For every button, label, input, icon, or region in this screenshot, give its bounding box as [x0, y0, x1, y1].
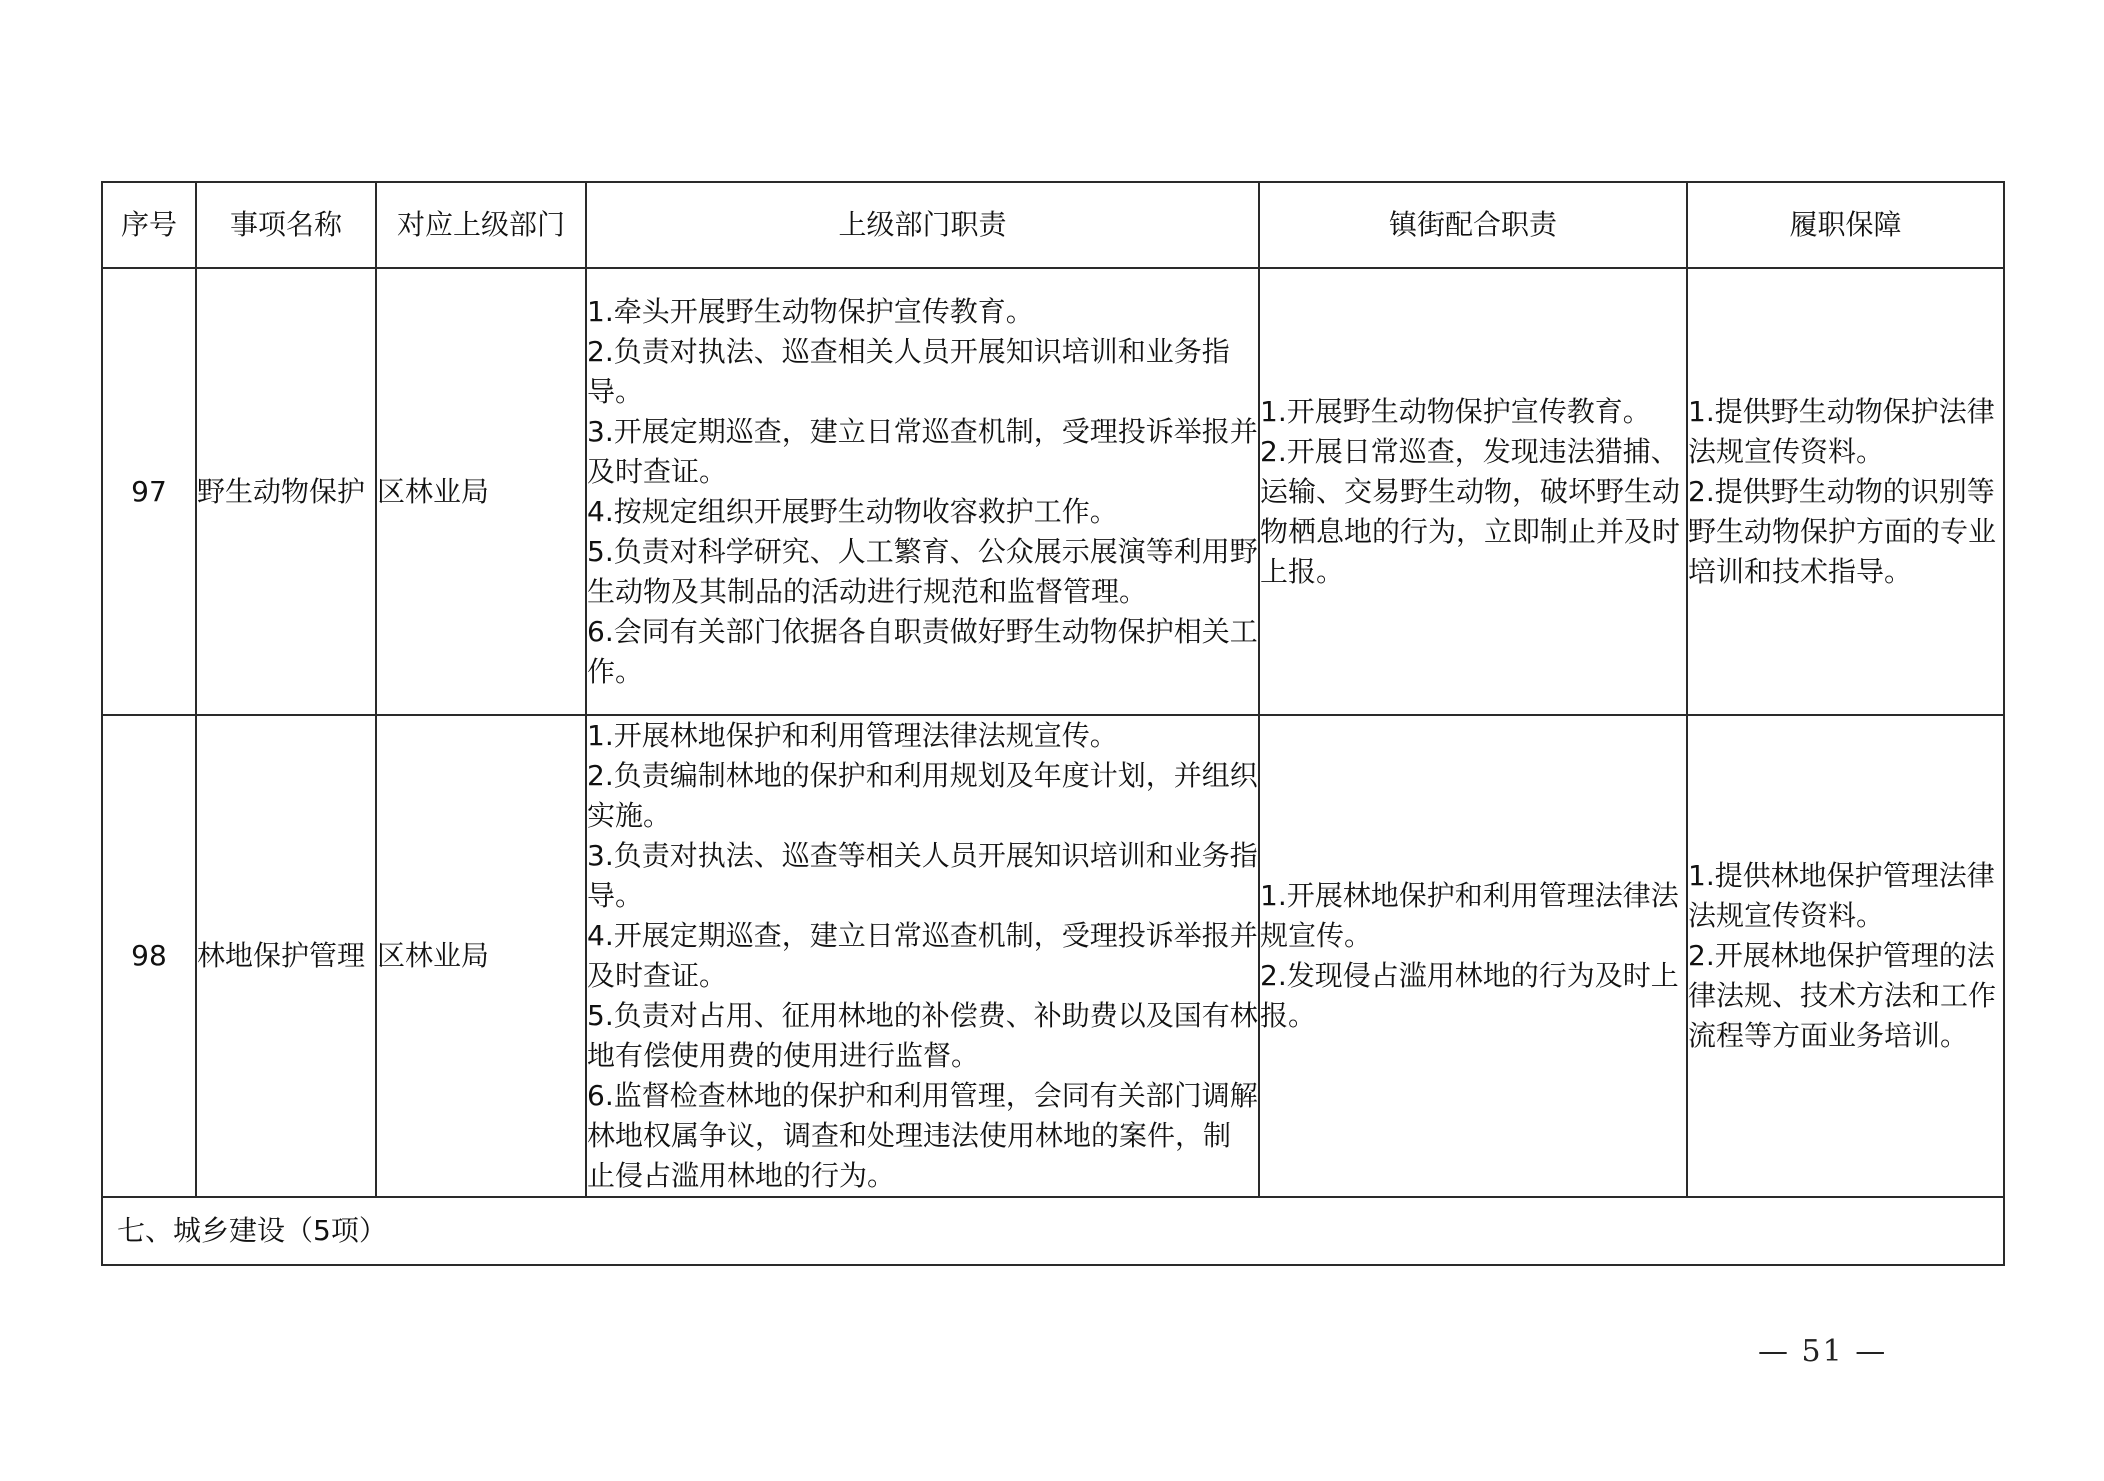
duty-item: 1.牵头开展野生动物保护宣传教育。 [587, 294, 1034, 328]
duty-item: 4.按规定组织开展野生动物收容救护工作。 [587, 494, 1118, 528]
row-number: 97 [102, 268, 196, 715]
duty-item: 6.会同有关部门依据各自职责做好野生动物保护相关工作。 [587, 614, 1258, 688]
row-number: 98 [102, 715, 196, 1197]
duty-item: 1.开展林地保护和利用管理法律法规宣传。 [587, 719, 1118, 752]
header-upper-duties: 上级部门职责 [586, 182, 1259, 268]
duties-table [101, 181, 2005, 1266]
guarantee-cell [1687, 715, 2004, 1197]
duty-item: 2.负责编制林地的保护和利用规划及年度计划，并组织实施。 [587, 759, 1258, 832]
dept-name: 区林业局 [376, 268, 586, 715]
section-row [102, 1197, 2004, 1265]
guarantee-item: 1.提供野生动物保护法律法规宣传资料。 [1688, 394, 1995, 468]
town-duties-cell [1259, 715, 1687, 1197]
dept-name: 区林业局 [376, 715, 586, 1197]
page-number: — 51 — [1758, 1334, 1888, 1369]
table-row [102, 715, 2004, 1197]
guarantee-item: 1.提供林地保护管理法律法规宣传资料。 [1688, 859, 1995, 932]
header-dept: 对应上级部门 [376, 182, 586, 268]
item-name: 林地保护管理 [196, 715, 376, 1197]
header-guarantee: 履职保障 [1687, 182, 2004, 268]
guarantee-cell [1687, 268, 2004, 715]
table-row [102, 268, 2004, 715]
duty-item: 3.负责对执法、巡查等相关人员开展知识培训和业务指导。 [587, 839, 1258, 912]
header-town-duties: 镇街配合职责 [1259, 182, 1687, 268]
section-title: 七、城乡建设（5项） [102, 1197, 2004, 1265]
guarantee-item: 2.提供野生动物的识别等野生动物保护方面的专业培训和技术指导。 [1688, 474, 1997, 588]
table-header-row [102, 182, 2004, 268]
upper-duties-cell [586, 268, 1259, 715]
duty-item: 6.监督检查林地的保护和利用管理，会同有关部门调解林地权属争议，调查和处理违法使用林地的案件，制止侵占滥用林地的行为。 [587, 1079, 1258, 1192]
duty-item: 2.开展日常巡查，发现违法猎捕、运输、交易野生动物，破坏野生动物栖息地的行为，立即制止并及时上报。 [1260, 434, 1681, 588]
header-no: 序号 [102, 182, 196, 268]
header-name: 事项名称 [196, 182, 376, 268]
upper-duties-cell [586, 715, 1259, 1197]
item-name: 野生动物保护 [196, 268, 376, 715]
duty-item: 1.开展野生动物保护宣传教育。 [1260, 394, 1651, 428]
guarantee-item: 2.开展林地保护管理的法律法规、技术方法和工作流程等方面业务培训。 [1688, 939, 1997, 1052]
duty-item: 2.发现侵占滥用林地的行为及时上报。 [1260, 959, 1679, 1032]
duty-item: 5.负责对占用、征用林地的补偿费、补助费以及国有林地有偿使用费的使用进行监督。 [587, 999, 1258, 1072]
duty-item: 4.开展定期巡查，建立日常巡查机制，受理投诉举报并及时查证。 [587, 919, 1258, 992]
duty-item: 3.开展定期巡查，建立日常巡查机制，受理投诉举报并及时查证。 [587, 414, 1258, 488]
town-duties-cell [1259, 268, 1687, 715]
duty-item: 1.开展林地保护和利用管理法律法规宣传。 [1260, 879, 1679, 952]
duty-item: 2.负责对执法、巡查相关人员开展知识培训和业务指导。 [587, 334, 1230, 408]
duty-item: 5.负责对科学研究、人工繁育、公众展示展演等利用野生动物及其制品的活动进行规范和监督管理。 [587, 534, 1258, 608]
